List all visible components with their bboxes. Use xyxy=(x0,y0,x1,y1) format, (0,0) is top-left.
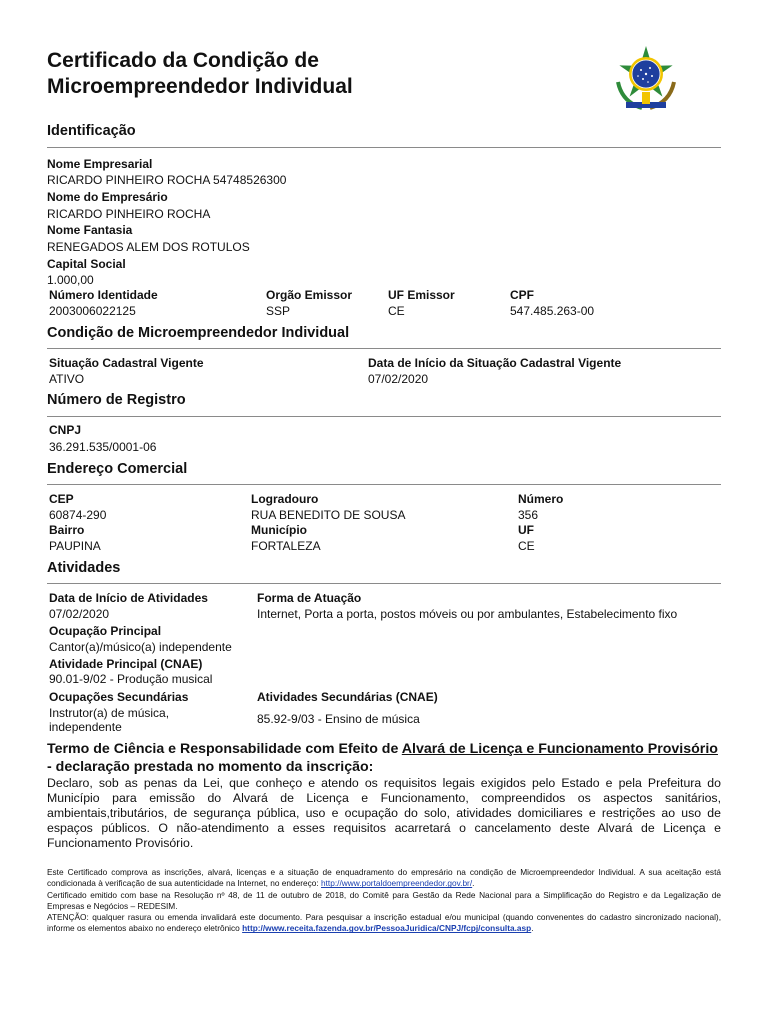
divider xyxy=(47,484,721,485)
label-cnpj: CNPJ xyxy=(49,423,82,437)
value-numero-identidade: 2003006022125 xyxy=(49,304,136,318)
divider xyxy=(47,583,721,584)
value-ocupacao-principal: Cantor(a)/músico(a) independente xyxy=(49,640,232,654)
termo-body: Declaro, sob as penas da Lei, que conheço e atendo os requisitos legais exigidos pelo Estado e pela Prefeitura do Município para emissão do Alvará de Licença e Funcionamento, compreendidos os aspectos sanitários, ambientais,tributários, de segurança pública, uso e ocupação do solo, atividades domiciliares e restrições ao uso de espaços públicos. O não-atendimento a esses requisitos acarretará o cancelamento deste Alvará de Licença e Funcionamento Provisório. xyxy=(47,776,721,850)
termo-title xyxy=(47,740,721,776)
label-nome-fantasia: Nome Fantasia xyxy=(47,223,133,237)
footer-p3-text: ATENÇÃO: qualquer rasura ou emenda invalidará este documento. Para pesquisar a inscrição estadual e/ou municipal (quando convenentes do cadastro sincronizado nacional), informe os elementos abaixo no endereço eletrônico xyxy=(47,912,721,934)
label-cep: CEP xyxy=(49,492,74,506)
label-situacao-cadastral: Situação Cadastral Vigente xyxy=(49,356,204,370)
title-line-1: Certificado da Condição de xyxy=(47,49,319,72)
footer-p1-end: . xyxy=(472,878,475,889)
divider xyxy=(47,147,721,148)
label-capital-social: Capital Social xyxy=(47,257,126,271)
value-nome-empresario: RICARDO PINHEIRO ROCHA xyxy=(47,207,211,221)
label-orgao-emissor: Orgão Emissor xyxy=(266,288,353,302)
divider xyxy=(47,416,721,417)
value-numero: 356 xyxy=(518,508,539,522)
alvara-link[interactable]: Alvará de Licença e Funcionamento Provisório xyxy=(401,741,718,757)
value-nome-fantasia: RENEGADOS ALEM DOS ROTULOS xyxy=(47,240,250,254)
label-uf-emissor: UF Emissor xyxy=(388,288,455,302)
termo-title-part1: Termo de Ciência e Responsabilidade com Efeito de xyxy=(47,741,402,757)
value-cep: 60874-290 xyxy=(49,508,107,522)
label-nome-empresarial: Nome Empresarial xyxy=(47,157,153,171)
value-atividades-secundarias: 85.92-9/03 - Ensino de música xyxy=(257,712,420,726)
footer-paragraph-1 xyxy=(47,867,721,890)
title-line-2: Microempreendedor Individual xyxy=(47,75,353,98)
value-capital-social: 1.000,00 xyxy=(47,273,94,287)
section-title-endereco: Endereço Comercial xyxy=(47,461,188,477)
label-ocupacao-principal: Ocupação Principal xyxy=(49,624,162,638)
label-data-inicio-atividades: Data de Início de Atividades xyxy=(49,591,208,605)
value-orgao-emissor: SSP xyxy=(266,304,291,318)
value-cnpj: 36.291.535/0001-06 xyxy=(49,440,157,454)
label-cpf: CPF xyxy=(510,288,534,302)
value-nome-empresarial: RICARDO PINHEIRO ROCHA 54748526300 xyxy=(47,173,287,187)
footer-paragraph-2: Certificado emitido com base na Resolução nº 48, de 11 de outubro de 2018, do Comitê para Gestão da Rede Nacional para a Simplificação do Registro e da Legalização de Empresas e Negócios – REDESIM. xyxy=(47,889,721,911)
value-cpf: 547.485.263-00 xyxy=(510,304,595,318)
value-bairro: PAUPINA xyxy=(49,539,101,553)
value-ocupacoes-secundarias: Instrutor(a) de música, independente xyxy=(49,706,170,734)
label-forma-atuacao: Forma de Atuação xyxy=(257,591,362,605)
label-bairro: Bairro xyxy=(49,523,85,537)
footer-paragraph-3 xyxy=(47,912,721,935)
section-title-identificacao: Identificação xyxy=(47,123,136,139)
value-logradouro: RUA BENEDITO DE SOUSA xyxy=(251,508,406,522)
brazil-coat-of-arms-icon xyxy=(612,44,680,114)
label-municipio: Município xyxy=(251,523,307,537)
label-uf: UF xyxy=(518,523,534,537)
value-data-inicio-atividades: 07/02/2020 xyxy=(49,607,110,621)
footer-p3-end: . xyxy=(531,923,534,934)
value-forma-atuacao: Internet, Porta a porta, postos móveis ou por ambulantes, Estabelecimento fixo xyxy=(257,607,678,621)
footer-p1-text: Este Certificado comprova as inscrições, alvará, licenças e a situação de enquadramento do empresário na condição de Microempreendedor Individual. A sua aceitação está condicionada à verificação de sua autenticidade na Internet, no endereço: xyxy=(47,867,721,889)
termo-title-part2: - declaração prestada no momento da inscrição: xyxy=(47,759,374,775)
value-municipio: FORTALEZA xyxy=(251,539,321,553)
value-data-inicio-situacao: 07/02/2020 xyxy=(368,372,429,386)
value-uf: CE xyxy=(518,539,535,553)
label-logradouro: Logradouro xyxy=(251,492,319,506)
section-title-condicao: Condição de Microempreendedor Individual xyxy=(47,325,350,341)
page-title xyxy=(47,48,567,100)
label-numero-identidade: Número Identidade xyxy=(49,288,158,302)
label-numero: Número xyxy=(518,492,564,506)
label-ocupacoes-secundarias: Ocupações Secundárias xyxy=(49,690,189,704)
value-atividade-principal: 90.01-9/02 - Produção musical xyxy=(49,672,213,686)
section-title-registro: Número de Registro xyxy=(47,392,186,408)
portal-empreendedor-link[interactable]: http://www.portaldoempreendedor.gov.br/ xyxy=(321,878,473,889)
divider xyxy=(47,348,721,349)
label-nome-empresario: Nome do Empresário xyxy=(47,190,168,204)
label-atividade-principal: Atividade Principal (CNAE) xyxy=(49,657,203,671)
value-uf-emissor: CE xyxy=(388,304,405,318)
label-data-inicio-situacao: Data de Início da Situação Cadastral Vigente xyxy=(368,356,622,370)
label-atividades-secundarias: Atividades Secundárias (CNAE) xyxy=(257,690,438,704)
value-situacao-cadastral: ATIVO xyxy=(49,372,85,386)
receita-consulta-link[interactable]: http://www.receita.fazenda.gov.br/PessoaJuridica/CNPJ/fcpj/consulta.asp xyxy=(242,923,532,934)
section-title-atividades: Atividades xyxy=(47,560,121,576)
footer-notes xyxy=(47,867,721,935)
